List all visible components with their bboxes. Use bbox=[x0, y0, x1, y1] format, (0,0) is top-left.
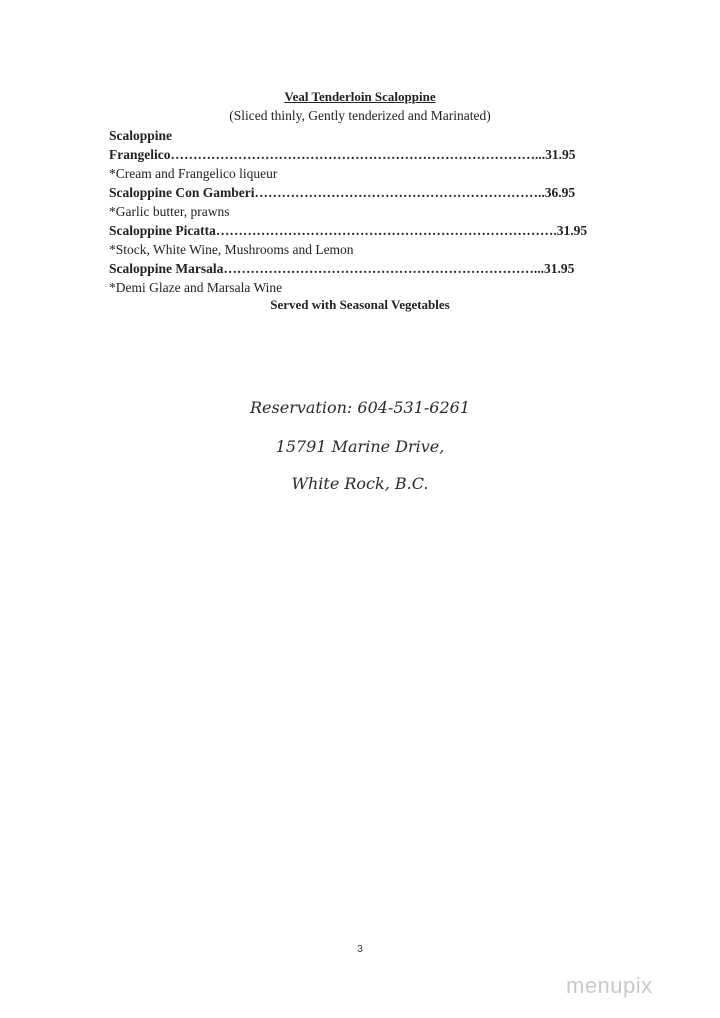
page-number: 3 bbox=[357, 944, 363, 955]
menu-item-description: *Stock, White Wine, Mushrooms and Lemon bbox=[109, 242, 354, 257]
section-subtitle: (Sliced thinly, Gently tenderized and Marinated) bbox=[229, 108, 491, 123]
menu-list bbox=[109, 126, 614, 297]
menu-item-name: Scaloppine Con Gamberi………………………………………………………..36.95 bbox=[109, 185, 576, 200]
served-with-note: Served with Seasonal Vegetables bbox=[270, 297, 450, 312]
menu-item-name: Scaloppine Picatta………………………………………………………………….31.95 bbox=[109, 223, 588, 238]
address-line-2: White Rock, B.C. bbox=[291, 474, 429, 493]
menu-item-description: *Garlic butter, prawns bbox=[109, 204, 230, 219]
address-line-1: 15791 Marine Drive, bbox=[275, 437, 445, 456]
menu-item-description: *Demi Glaze and Marsala Wine bbox=[109, 280, 283, 295]
menu-item-name: Scaloppine bbox=[109, 128, 173, 143]
menu-item-name: Frangelico………………………………………………………………………...31.95 bbox=[109, 147, 576, 162]
menu-item-description: *Cream and Frangelico liqueur bbox=[109, 166, 278, 181]
watermark-logo: menupix bbox=[566, 973, 653, 998]
section-title: Veal Tenderloin Scaloppine bbox=[284, 89, 436, 104]
menu-item-name: Scaloppine Marsala……………………………………………………………...31.95 bbox=[109, 261, 575, 276]
reservation-phone: Reservation: 604-531-6261 bbox=[250, 398, 470, 417]
